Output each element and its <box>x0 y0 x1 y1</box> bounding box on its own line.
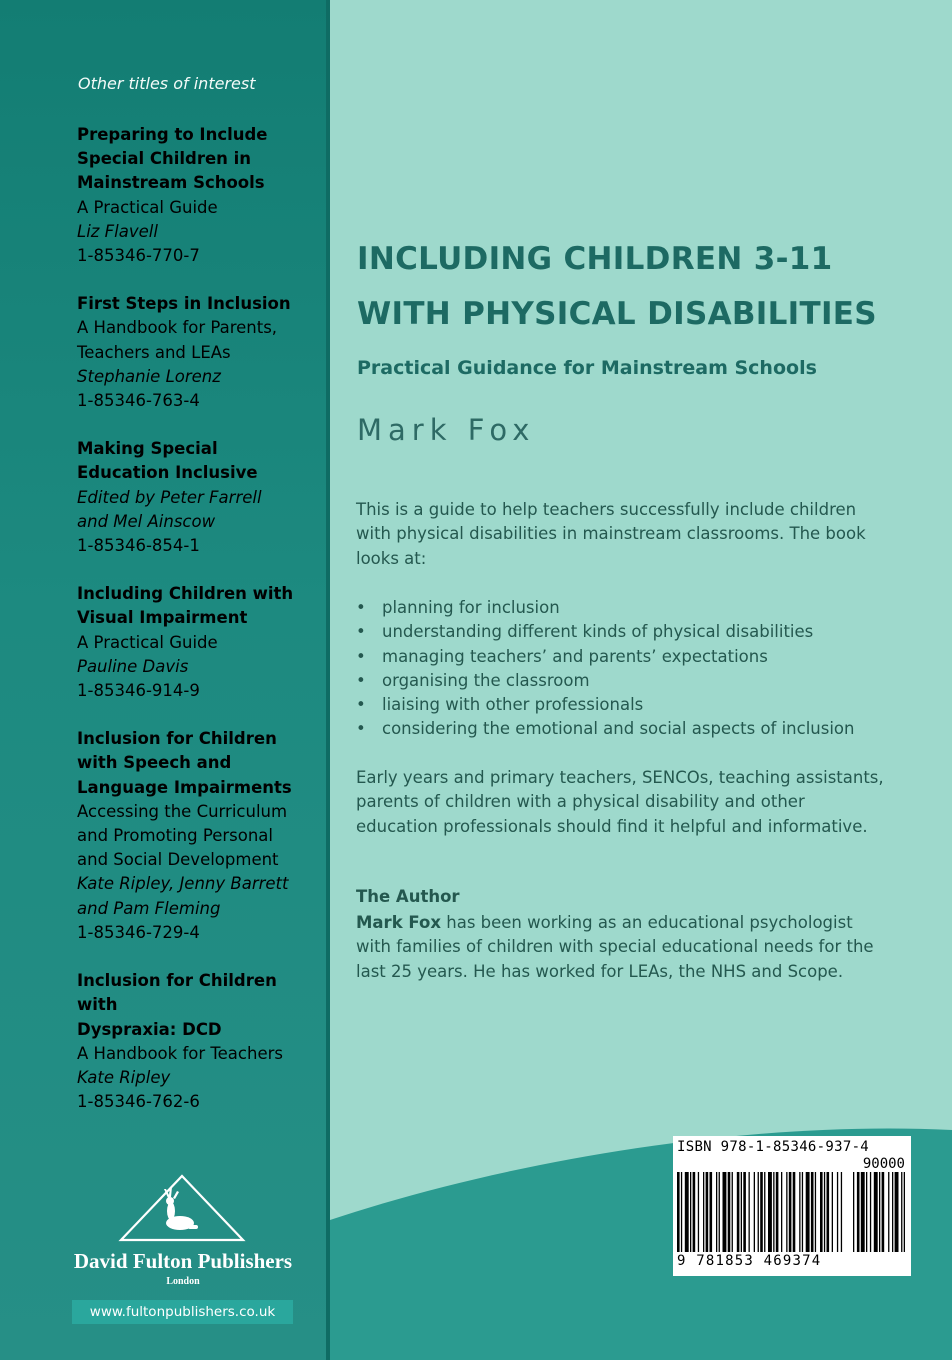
publisher-url-link[interactable]: www.fultonpublishers.co.uk <box>72 1300 293 1324</box>
barcode-bar <box>723 1172 727 1252</box>
other-title-entry <box>77 582 322 703</box>
topic-text: liaising with other professionals <box>382 695 644 715</box>
other-title-subtitle: and Social Development <box>77 850 279 870</box>
barcode-bar <box>861 1172 865 1252</box>
other-title-name: Inclusion for Children <box>77 729 277 749</box>
other-title-entry <box>77 123 322 268</box>
other-title-name: Education Inclusive <box>77 463 258 483</box>
barcode-bar <box>749 1172 750 1252</box>
other-title-name: Inclusion for Children with <box>77 971 277 1015</box>
barcode-bar <box>874 1172 878 1252</box>
barcode-bar <box>789 1172 792 1252</box>
topic-item <box>356 717 896 741</box>
topic-text: considering the emotional and social aspects of inclusion <box>382 719 855 739</box>
author-bio-text: has been working as an educational psychologist with families of children with special educational needs for the last 25 years. He has worked for LEAs, the NHS and Scope. <box>356 913 874 981</box>
barcode-bar <box>741 1172 742 1252</box>
barcode-price-code: 90000 <box>862 1156 905 1172</box>
barcode-bar <box>811 1172 814 1252</box>
barcode-bar <box>827 1172 830 1252</box>
barcode-bar <box>719 1172 720 1252</box>
bullet-icon: • <box>356 598 366 617</box>
audience-paragraph: Early years and primary teachers, SENCOs, teaching assistants, parents of children with a physical disability and other education professionals should find it helpful and informative. <box>356 768 884 836</box>
topics-list <box>356 596 896 742</box>
other-title-name: Dyspraxia: DCD <box>77 1019 222 1039</box>
barcode-bar <box>802 1172 803 1252</box>
other-title-subtitle: Teachers and LEAs <box>77 342 231 362</box>
author-section-heading: The Author <box>356 887 460 906</box>
book-title <box>357 232 917 342</box>
barcode-bar <box>706 1172 709 1252</box>
barcode-bar <box>882 1172 885 1252</box>
barcode-bar <box>781 1172 782 1252</box>
barcode-bar <box>681 1172 682 1252</box>
barcode-bar <box>758 1172 759 1252</box>
bullet-icon: • <box>356 695 366 715</box>
author-bio <box>356 911 886 984</box>
other-title-name: Special Children in <box>77 149 252 169</box>
bullet-icon: • <box>356 646 366 666</box>
other-title-subtitle: Accessing the Curriculum <box>77 801 288 821</box>
barcode <box>673 1136 911 1276</box>
other-title-author: and Pam Fleming <box>77 898 221 918</box>
other-title-name: Mainstream Schools <box>77 173 265 193</box>
publisher-logo-icon <box>118 1173 246 1243</box>
barcode-bar <box>698 1172 699 1252</box>
other-title-subtitle: and Promoting Personal <box>77 826 274 846</box>
barcode-bar <box>754 1172 755 1252</box>
barcode-bar <box>832 1172 833 1252</box>
other-title-subtitle: A Practical Guide <box>77 197 218 217</box>
barcode-bar <box>904 1172 905 1252</box>
other-title-name: Making Special <box>77 439 218 459</box>
barcode-bar <box>703 1172 704 1252</box>
other-title-author: Stephanie Lorenz <box>77 366 221 386</box>
book-author: Mark Fox <box>357 413 536 447</box>
other-title-subtitle: A Handbook for Parents, <box>77 318 278 338</box>
other-title-name: Including Children with <box>77 584 294 604</box>
barcode-bar <box>815 1172 816 1252</box>
barcode-bar <box>776 1172 779 1252</box>
other-titles-heading: Other titles of interest <box>78 74 256 93</box>
publisher-name: David Fulton Publishers <box>73 1249 293 1273</box>
barcode-bar <box>895 1172 899 1252</box>
book-subtitle: Practical Guidance for Mainstream Schools <box>357 357 817 379</box>
topic-item <box>356 669 896 693</box>
book-title-line-2: WITH PHYSICAL DISABILITIES <box>357 296 877 332</box>
barcode-bar <box>892 1172 893 1252</box>
barcode-bar <box>853 1172 854 1252</box>
other-title-subtitle: A Handbook for Teachers <box>77 1043 283 1063</box>
other-title-isbn: 1-85346-763-4 <box>77 391 200 411</box>
barcode-bars <box>675 1172 909 1256</box>
publisher-city: London <box>166 1276 200 1287</box>
barcode-bar <box>841 1172 842 1252</box>
barcode-bar <box>870 1172 871 1252</box>
barcode-digits: 9 781853 469374 <box>677 1253 822 1269</box>
other-title-isbn: 1-85346-770-7 <box>77 246 200 266</box>
other-title-author: and Mel Ainscow <box>77 511 216 531</box>
other-title-entry <box>77 969 322 1114</box>
barcode-bar <box>773 1172 774 1252</box>
barcode-bar <box>737 1172 740 1252</box>
other-title-author: Liz Flavell <box>77 221 158 241</box>
barcode-bar <box>799 1172 800 1252</box>
barcode-bar <box>786 1172 787 1252</box>
barcode-bar <box>806 1172 810 1252</box>
bullet-icon: • <box>356 670 366 690</box>
other-title-entry <box>77 292 322 413</box>
barcode-bar <box>677 1172 680 1252</box>
topic-text: organising the classroom <box>382 670 590 690</box>
barcode-bar <box>820 1172 823 1252</box>
topic-text: managing teachers’ and parents’ expectations <box>382 646 768 666</box>
barcode-bar <box>879 1172 880 1252</box>
barcode-bar <box>837 1172 838 1252</box>
barcode-bar <box>732 1172 733 1252</box>
topic-item <box>356 645 896 669</box>
barcode-bar <box>768 1172 772 1252</box>
barcode-bar <box>743 1172 746 1252</box>
other-title-isbn: 1-85346-762-6 <box>77 1092 200 1112</box>
other-title-name: Visual Impairment <box>77 608 248 628</box>
barcode-bar <box>690 1172 691 1252</box>
other-title-name: Language Impairments <box>77 777 292 797</box>
intro-paragraph: This is a guide to help teachers successfully include children with physical disabilities in mainstream classrooms. The book looks at: <box>356 500 866 568</box>
other-title-author: Pauline Davis <box>77 656 189 676</box>
other-title-name: First Steps in Inclusion <box>77 294 291 314</box>
book-title-line-1: INCLUDING CHILDREN 3-11 <box>357 241 833 277</box>
barcode-bar <box>760 1172 763 1252</box>
barcode-bar <box>824 1172 825 1252</box>
other-title-entry <box>77 437 322 558</box>
other-title-author: Edited by Peter Farrell <box>77 487 262 507</box>
topic-text: understanding different kinds of physical disabilities <box>382 622 814 642</box>
topic-item <box>356 620 896 644</box>
barcode-isbn: ISBN 978-1-85346-937-4 <box>677 1139 870 1155</box>
other-title-name: with Speech and <box>77 753 232 773</box>
bullet-icon: • <box>356 719 366 739</box>
barcode-bar <box>888 1172 889 1252</box>
barcode-bar <box>764 1172 765 1252</box>
barcode-bar <box>693 1172 696 1252</box>
barcode-bar <box>728 1172 731 1252</box>
other-title-author: Kate Ripley <box>77 1067 171 1087</box>
barcode-bar <box>866 1172 867 1252</box>
topic-text: planning for inclusion <box>382 598 560 617</box>
barcode-bar <box>901 1172 902 1252</box>
barcode-bar <box>793 1172 796 1252</box>
barcode-bar <box>857 1172 860 1252</box>
other-titles-list <box>77 123 322 1138</box>
bullet-icon: • <box>356 622 366 642</box>
other-title-isbn: 1-85346-914-9 <box>77 681 200 701</box>
other-title-author: Kate Ripley, Jenny Barrett <box>77 874 289 894</box>
other-title-subtitle: A Practical Guide <box>77 632 218 652</box>
barcode-bar <box>685 1172 689 1252</box>
topic-item <box>356 693 896 717</box>
topic-item <box>356 596 896 620</box>
other-title-isbn: 1-85346-729-4 <box>77 922 200 942</box>
barcode-bar <box>710 1172 713 1252</box>
other-title-entry <box>77 727 322 945</box>
other-title-name: Preparing to Include <box>77 125 268 144</box>
other-title-isbn: 1-85346-854-1 <box>77 536 200 556</box>
author-bio-name: Mark Fox <box>356 913 441 932</box>
barcode-bar <box>716 1172 717 1252</box>
